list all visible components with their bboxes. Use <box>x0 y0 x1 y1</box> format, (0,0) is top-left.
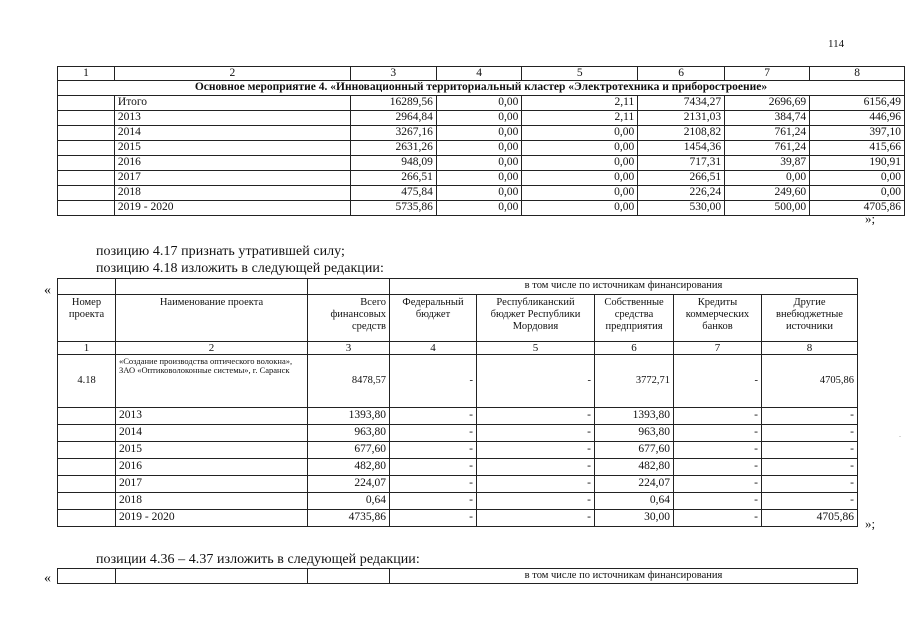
cell-other: 446,96 <box>810 111 905 126</box>
row-number-cell <box>58 126 115 141</box>
row-number-cell <box>58 111 115 126</box>
cell-federal: - <box>390 510 477 527</box>
col-number: 3 <box>308 342 390 355</box>
cell-own: 226,24 <box>638 186 725 201</box>
table-row <box>58 186 905 201</box>
col-header: Всего финансовых средств <box>308 295 390 342</box>
cell-credits: - <box>674 510 762 527</box>
col-header: Номер проекта <box>58 295 116 342</box>
col-number: 4 <box>390 342 477 355</box>
cell-credits: 2696,69 <box>725 96 810 111</box>
table-title-row <box>58 81 905 96</box>
cell-own: 3772,71 <box>595 355 674 408</box>
cell-own: 717,31 <box>638 156 725 171</box>
cell-other: - <box>762 476 858 493</box>
cell-total: 0,64 <box>308 493 390 510</box>
row-label: Итого <box>114 96 350 111</box>
cell-credits: - <box>674 459 762 476</box>
row-number-cell <box>58 408 116 425</box>
cell-own: 530,00 <box>638 201 725 216</box>
cell-credits: - <box>674 442 762 459</box>
col-number: 1 <box>58 67 115 81</box>
cell-other: - <box>762 459 858 476</box>
col-number: 5 <box>522 67 638 81</box>
cell-total: 5735,86 <box>350 201 436 216</box>
cell-federal: 0,00 <box>436 201 522 216</box>
cell-own: 482,80 <box>595 459 674 476</box>
cell-own: 2131,03 <box>638 111 725 126</box>
col-header: Республиканский бюджет Республики Мордовия <box>477 295 595 342</box>
cell-federal: 0,00 <box>436 186 522 201</box>
cell-own: 266,51 <box>638 171 725 186</box>
col-header: Кредиты коммерческих банков <box>674 295 762 342</box>
cell-other: 4705,86 <box>810 201 905 216</box>
row-label: 2015 <box>114 141 350 156</box>
cell-credits: - <box>674 408 762 425</box>
cell-republic: - <box>477 408 595 425</box>
col-number: 8 <box>762 342 858 355</box>
cell-total: 948,09 <box>350 156 436 171</box>
cell-federal: 0,00 <box>436 96 522 111</box>
cell-republic: - <box>477 459 595 476</box>
cell-republic: 2,11 <box>522 96 638 111</box>
table-row <box>58 459 858 476</box>
cell-credits: - <box>674 425 762 442</box>
cell-republic: 0,00 <box>522 156 638 171</box>
cell-total: 4735,86 <box>308 510 390 527</box>
row-label: 2018 <box>116 493 308 510</box>
row-label: 2013 <box>114 111 350 126</box>
row-number-cell <box>58 141 115 156</box>
col-number: 2 <box>114 67 350 81</box>
col-header: Федеральный бюджет <box>390 295 477 342</box>
project-row <box>58 355 858 408</box>
funding-header-row <box>58 569 858 584</box>
row-number-cell <box>58 476 116 493</box>
cell-total: 482,80 <box>308 459 390 476</box>
cell-republic: 0,00 <box>522 126 638 141</box>
col-header: Собственные средства предприятия <box>595 295 674 342</box>
cell-total: 2964,84 <box>350 111 436 126</box>
row-number-cell <box>58 493 116 510</box>
cell-own: 30,00 <box>595 510 674 527</box>
cell-credits: 249,60 <box>725 186 810 201</box>
cell-credits: 761,24 <box>725 126 810 141</box>
cell-republic: - <box>477 442 595 459</box>
table-header-row <box>58 67 905 81</box>
row-number-cell <box>58 201 115 216</box>
cell-credits: 384,74 <box>725 111 810 126</box>
row-label: 2017 <box>116 476 308 493</box>
project-number: 4.18 <box>58 355 116 408</box>
row-label: 2014 <box>116 425 308 442</box>
row-label: 2013 <box>116 408 308 425</box>
cell-federal: - <box>390 408 477 425</box>
cell-federal: - <box>390 476 477 493</box>
cell-federal: 0,00 <box>436 171 522 186</box>
row-number-cell <box>58 425 116 442</box>
closing-quote: »; <box>865 516 876 531</box>
funding-sources-header: в том числе по источникам финансирования <box>390 279 858 295</box>
table-row <box>58 425 858 442</box>
table-event-4 <box>57 66 905 216</box>
cell-credits: - <box>674 355 762 408</box>
cell-total: 8478,57 <box>308 355 390 408</box>
cell-credits: 761,24 <box>725 141 810 156</box>
cell-total: 677,60 <box>308 442 390 459</box>
opening-quote: « <box>44 283 51 298</box>
cell-other: - <box>762 408 858 425</box>
row-label: 2016 <box>114 156 350 171</box>
col-number: 7 <box>674 342 762 355</box>
cell-own: 0,64 <box>595 493 674 510</box>
row-label: 2016 <box>116 459 308 476</box>
cell-republic: - <box>477 425 595 442</box>
column-numbers-row <box>58 342 858 355</box>
col-number: 5 <box>477 342 595 355</box>
row-label: 2019 - 2020 <box>114 201 350 216</box>
table-row <box>58 126 905 141</box>
cell-total: 475,84 <box>350 186 436 201</box>
row-label: 2014 <box>114 126 350 141</box>
col-number: 1 <box>58 342 116 355</box>
row-number-cell <box>58 459 116 476</box>
row-label: 2018 <box>114 186 350 201</box>
table-row <box>58 96 905 111</box>
column-headers-row <box>58 295 858 342</box>
cell-federal: 0,00 <box>436 126 522 141</box>
cell-total: 1393,80 <box>308 408 390 425</box>
col-number: 7 <box>725 67 810 81</box>
col-number: 3 <box>350 67 436 81</box>
cell-own: 2108,82 <box>638 126 725 141</box>
table-row <box>58 201 905 216</box>
col-number: 8 <box>810 67 905 81</box>
cell-federal: 0,00 <box>436 111 522 126</box>
table-project-4-18 <box>57 278 858 527</box>
row-number-cell <box>58 156 115 171</box>
paragraph-4-36: позиции 4.36 – 4.37 изложить в следующей редакции: <box>96 552 420 567</box>
table-row <box>58 408 858 425</box>
table-row <box>58 141 905 156</box>
cell-republic: 0,00 <box>522 186 638 201</box>
cell-own: 7434,27 <box>638 96 725 111</box>
cell-total: 16289,56 <box>350 96 436 111</box>
cell-credits: 39,87 <box>725 156 810 171</box>
row-number-cell <box>58 442 116 459</box>
cell-other: - <box>762 442 858 459</box>
col-number: 6 <box>638 67 725 81</box>
cell-federal: - <box>390 355 477 408</box>
col-header: Наименование проекта <box>116 295 308 342</box>
cell-credits: - <box>674 476 762 493</box>
cell-federal: - <box>390 493 477 510</box>
cell-republic: 0,00 <box>522 201 638 216</box>
table-row <box>58 510 858 527</box>
funding-header-row <box>58 279 858 295</box>
page-number: 114 <box>828 38 845 50</box>
funding-sources-header: в том числе по источникам финансирования <box>390 569 858 584</box>
cell-own: 224,07 <box>595 476 674 493</box>
table-row <box>58 442 858 459</box>
cell-republic: 0,00 <box>522 171 638 186</box>
cell-republic: 0,00 <box>522 141 638 156</box>
cell-federal: - <box>390 459 477 476</box>
event-title: Основное мероприятие 4. «Инновационный территориальный кластер «Электротехника и приборостроение» <box>58 81 905 96</box>
cell-other: 0,00 <box>810 186 905 201</box>
cell-other: - <box>762 493 858 510</box>
row-label: 2015 <box>116 442 308 459</box>
cell-republic: - <box>477 355 595 408</box>
cell-total: 224,07 <box>308 476 390 493</box>
cell-federal: - <box>390 425 477 442</box>
paragraph-4-18: позицию 4.18 изложить в следующей редакции: <box>96 261 384 276</box>
cell-own: 1454,36 <box>638 141 725 156</box>
cell-republic: - <box>477 476 595 493</box>
cell-total: 963,80 <box>308 425 390 442</box>
cell-republic: - <box>477 510 595 527</box>
project-name: «Создание производства оптического волокна», ЗАО «Оптиковолоконные системы», г. Саранск <box>116 355 308 408</box>
cell-federal: 0,00 <box>436 156 522 171</box>
cell-total: 266,51 <box>350 171 436 186</box>
col-number: 2 <box>116 342 308 355</box>
table-row <box>58 476 858 493</box>
row-label: 2017 <box>114 171 350 186</box>
cell-own: 677,60 <box>595 442 674 459</box>
table-row <box>58 111 905 126</box>
opening-quote: « <box>44 571 51 586</box>
closing-quote: »; <box>865 211 876 226</box>
row-label: 2019 - 2020 <box>116 510 308 527</box>
cell-federal: 0,00 <box>436 141 522 156</box>
col-number: 6 <box>595 342 674 355</box>
cell-federal: - <box>390 442 477 459</box>
cell-republic: 2,11 <box>522 111 638 126</box>
paragraph-4-17: позицию 4.17 признать утратившей силу; <box>96 244 345 259</box>
table-row <box>58 493 858 510</box>
row-number-cell <box>58 510 116 527</box>
cell-other: 415,66 <box>810 141 905 156</box>
table-row <box>58 171 905 186</box>
cell-other: 397,10 <box>810 126 905 141</box>
row-number-cell <box>58 96 115 111</box>
cell-other: 0,00 <box>810 171 905 186</box>
cell-own: 1393,80 <box>595 408 674 425</box>
scan-specks: . <box>899 430 901 439</box>
table-row <box>58 156 905 171</box>
col-number: 4 <box>436 67 522 81</box>
cell-credits: 0,00 <box>725 171 810 186</box>
cell-other: 4705,86 <box>762 355 858 408</box>
col-header: Другие внебюджетные источники <box>762 295 858 342</box>
cell-republic: - <box>477 493 595 510</box>
cell-credits: 500,00 <box>725 201 810 216</box>
cell-credits: - <box>674 493 762 510</box>
cell-other: 4705,86 <box>762 510 858 527</box>
cell-total: 2631,26 <box>350 141 436 156</box>
cell-other: - <box>762 425 858 442</box>
row-number-cell <box>58 186 115 201</box>
cell-other: 190,91 <box>810 156 905 171</box>
cell-other: 6156,49 <box>810 96 905 111</box>
table-positions-4-36 <box>57 568 858 584</box>
cell-own: 963,80 <box>595 425 674 442</box>
row-number-cell <box>58 171 115 186</box>
cell-total: 3267,16 <box>350 126 436 141</box>
